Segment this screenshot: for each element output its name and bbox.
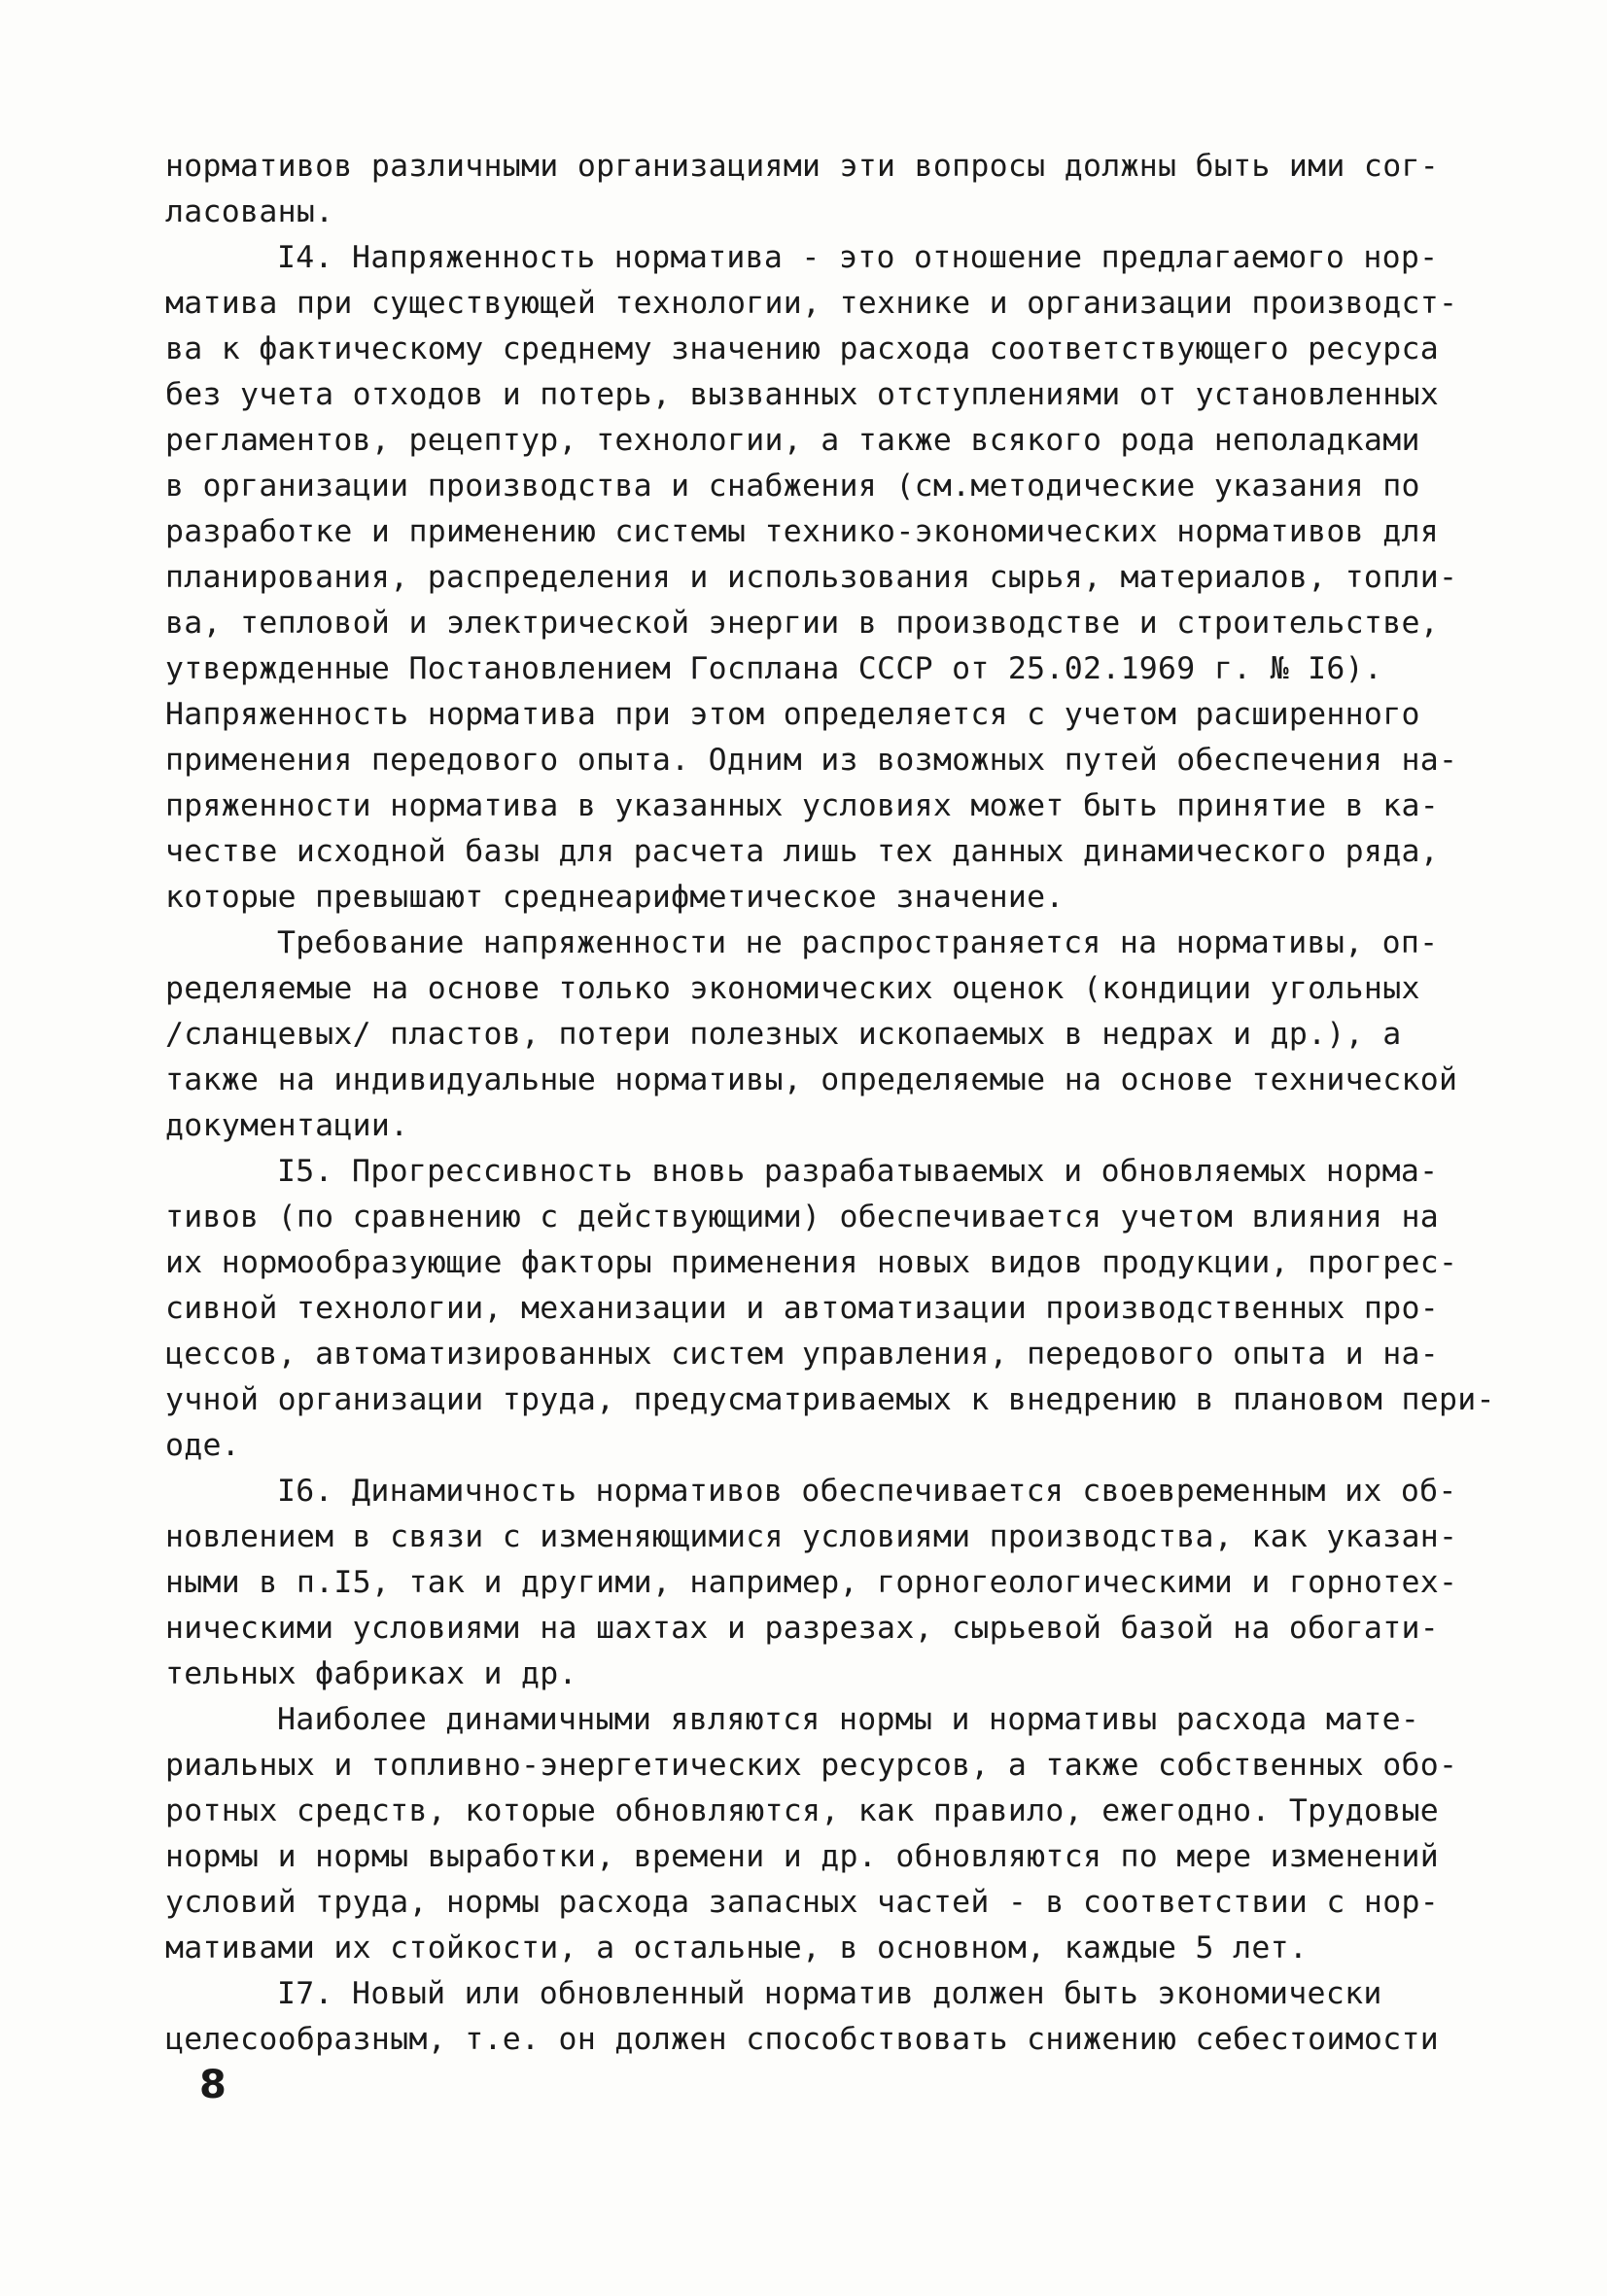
text-line: учной организации труда, предусматриваемых к внедрению в плановом пери- bbox=[165, 1382, 1495, 1417]
text-line: риальных и топливно-энергетических ресурсов, а также собственных обо- bbox=[165, 1748, 1458, 1783]
text-line: оде. bbox=[165, 1428, 241, 1463]
text-line: ва к фактическому среднему значению расхода соответствующего ресурса bbox=[165, 331, 1439, 366]
text-line: /сланцевых/ пластов, потери полезных ископаемых в недрах и др.), а bbox=[165, 1017, 1402, 1052]
paragraph-16 bbox=[165, 1469, 1458, 1697]
text-line: честве исходной базы для расчета лишь тех данных динамического ряда, bbox=[165, 834, 1439, 869]
text-line: тивов (по сравнению с действующими) обеспечивается учетом влияния на bbox=[165, 1200, 1439, 1235]
text-line: без учета отходов и потерь, вызванных отступлениями от установленных bbox=[165, 377, 1439, 412]
text-line: Наиболее динамичными являются нормы и нормативы расхода мате- bbox=[277, 1702, 1420, 1737]
text-line: сивной технологии, механизации и автоматизации производственных про- bbox=[165, 1291, 1439, 1326]
paragraph-tension-exception bbox=[165, 921, 1458, 1149]
text-line: I7. Новый или обновленный норматив должен быть экономически bbox=[277, 1976, 1382, 2011]
text-line: ва, тепловой и электрической энергии в производстве и строительстве, bbox=[165, 606, 1439, 641]
text-line: регламентов, рецептур, технологии, а также всякого рода неполадками bbox=[165, 423, 1420, 458]
page-number: 8 bbox=[199, 2063, 227, 2107]
text-line: мативами их стойкости, а остальные, в основном, каждые 5 лет. bbox=[165, 1931, 1309, 1966]
paragraph-17 bbox=[165, 1971, 1458, 2063]
text-line: нормы и нормы выработки, времени и др. обновляются по мере изменений bbox=[165, 1839, 1439, 1874]
text-line: I6. Динамичность нормативов обеспечивается своевременным их об- bbox=[277, 1474, 1457, 1509]
text-line: ротных средств, которые обновляются, как правило, ежегодно. Трудовые bbox=[165, 1793, 1439, 1828]
text-line: I5. Прогрессивность вновь разрабатываемых и обновляемых норма- bbox=[277, 1154, 1439, 1189]
text-line: I4. Напряженность норматива - это отношение предлагаемого нор- bbox=[277, 240, 1439, 275]
text-line: пряженности норматива в указанных условиях может быть принятие в ка- bbox=[165, 788, 1439, 823]
text-line: новлением в связи с изменяющимися условиями производства, как указан- bbox=[165, 1519, 1458, 1554]
text-line: разработке и применению системы технико-экономических нормативов для bbox=[165, 514, 1439, 549]
text-line: ными в п.I5, так и другими, например, горногеологическими и горнотех- bbox=[165, 1565, 1458, 1600]
paragraph-14 bbox=[165, 235, 1458, 921]
paragraph-dynamic-norms bbox=[165, 1697, 1458, 1971]
text-line: Напряженность норматива при этом определяется с учетом расширенного bbox=[165, 697, 1420, 732]
text-line: которые превышают среднеарифметическое значение. bbox=[165, 880, 1065, 915]
text-line: целесообразным, т.е. он должен способствовать снижению себестоимости bbox=[165, 2022, 1439, 2057]
body-text bbox=[165, 144, 1495, 2063]
text-line: планирования, распределения и использования сырья, материалов, топли- bbox=[165, 560, 1458, 595]
text-line: также на индивидуальные нормативы, определяемые на основе технической bbox=[165, 1062, 1458, 1097]
text-line: утвержденные Постановлением Госплана СССР от 25.02.1969 г. № I6). bbox=[165, 651, 1383, 686]
text-line: Требование напряженности не распространяется на нормативы, оп- bbox=[277, 925, 1439, 960]
text-line: нормативов различными организациями эти вопросы должны быть ими сог- bbox=[165, 149, 1439, 184]
text-line: их нормообразующие факторы применения новых видов продукции, прогрес- bbox=[165, 1245, 1458, 1280]
text-line: тельных фабриках и др. bbox=[165, 1656, 577, 1691]
text-line: в организации производства и снабжения (см.методические указания по bbox=[165, 469, 1420, 504]
paragraph-continuation bbox=[165, 144, 1458, 235]
text-line: применения передового опыта. Одним из возможных путей обеспечения на- bbox=[165, 743, 1458, 778]
text-line: ническими условиями на шахтах и разрезах, сырьевой базой на обогати- bbox=[165, 1611, 1439, 1646]
text-line: ределяемые на основе только экономических оценок (кондиции угольных bbox=[165, 971, 1420, 1006]
paragraph-15 bbox=[165, 1149, 1495, 1469]
text-line: матива при существующей технологии, технике и организации производст- bbox=[165, 286, 1458, 321]
text-line: ласованы. bbox=[165, 194, 334, 229]
text-line: документации. bbox=[165, 1108, 409, 1143]
text-line: цессов, автоматизированных систем управления, передового опыта и на- bbox=[165, 1337, 1439, 1372]
text-line: условий труда, нормы расхода запасных частей - в соответствии с нор- bbox=[165, 1885, 1439, 1920]
